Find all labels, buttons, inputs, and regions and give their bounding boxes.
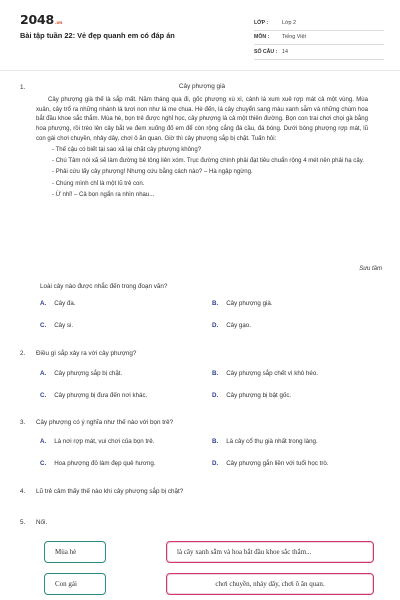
reading-passage [36,96,368,202]
option-letter: B. [212,438,219,445]
logo-suffix: .vn [55,21,63,26]
meta-row-subject [254,31,384,46]
option-text: Cây gạo. [226,322,251,329]
meta-value: Lớp 2 [282,19,297,26]
option-d[interactable] [212,460,329,467]
option-a[interactable] [40,370,122,377]
passage-paragraph: - Chúng mình chỉ là một lũ trẻ con. [52,180,145,187]
option-letter: B. [212,300,219,307]
passage-paragraph: Cây phượng già thế là sắp mất. Năm tháng qua đi, gốc phượng xù xì, cành lá xum xuê rợp mát cả một vùng. Mùa xuân, cây trổ ra những nhánh lá tươi non như lá me chua. Hè đến, lá cây chuyển sang màu xanh sẫm và những chùm hoa bắt đầu khoe sắc thắm. Mùa hè, bọn trẻ được nghỉ học, cây phượng là cả một thiên đường. Bọn con trai chơi chọi gà bằng hoa phượng, rồi trèo lên cây bắt ve đem xuống đố em để còn rộng cắng đá cầu, đá bóng. Dưới bóng phượng rợp mát, lũ con gái chơi chuyền, nhảy dây, chơi ô ăn quan. Giờ thì cây phượng sắp bị chặt. Tuấn hỏi: [36,97,368,142]
option-text: Cây phượng gắn liền với tuổi học trò. [226,460,329,467]
option-b[interactable] [212,300,273,307]
question-text: Điều gì sắp xảy ra với cây phượng? [36,350,137,357]
option-text: Hoa phượng đỏ làm đẹp quê hương. [54,460,156,467]
meta-key: SỐ CÂU : [254,48,278,55]
option-text: Cây đa. [54,300,76,307]
question-text: Cây phượng có ý nghĩa như thế nào với bọn trẻ? [36,419,174,426]
option-text: Cây phượng bị bật gốc. [226,392,292,399]
meta-value: 14 [282,48,288,55]
passage-source: Sưu tầm [359,266,382,272]
meta-row-class [254,16,384,31]
question-text: Nối. [36,519,48,526]
option-c[interactable] [40,322,73,329]
option-letter: C. [40,322,47,329]
passage-paragraph: - Thế cậu có biết tại sao xã lại chặt cây phượng không? [52,146,202,153]
site-logo[interactable] [20,12,62,27]
passage-paragraph: - Ừ nhỉ! – Cả bọn ngẩn ra nhìn nhau... [52,192,155,199]
passage-paragraph: - Phải cứu lấy cây phượng! Nhưng cứu bằng cách nào? – Hà ngập ngừng. [52,169,253,176]
option-letter: D. [212,460,219,467]
passage-title: Cây phượng già [178,83,226,90]
option-letter: A. [40,370,47,377]
match-right-item[interactable]: chơi chuyền, nhảy dây, chơi ô ăn quan. [166,573,374,595]
option-c[interactable] [40,460,156,467]
question-number: 5. [20,519,26,526]
option-b[interactable] [212,438,318,445]
option-a[interactable] [40,300,76,307]
option-letter: C. [40,392,47,399]
option-a[interactable] [40,438,154,445]
option-c[interactable] [40,392,147,399]
header-divider [0,70,400,71]
question-number: 4. [20,488,26,495]
worksheet-meta [254,16,384,60]
meta-row-count [254,45,384,60]
match-left-item[interactable]: Mùa hè [44,541,106,563]
option-letter: B. [212,370,219,377]
meta-value: Tiếng Việt [282,34,306,41]
question-number: 3. [20,419,26,426]
option-letter: D. [212,322,219,329]
question-1-text: Loài cây nào được nhắc đến trong đoạn văn? [40,283,168,290]
question-text: Lũ trẻ cảm thấy thế nào khi cây phượng sắp bị chặt? [36,488,184,495]
option-d[interactable] [212,392,291,399]
option-letter: A. [40,300,47,307]
meta-key: MÔN : [254,34,270,41]
option-b[interactable] [212,370,318,377]
question-number: 2. [20,350,26,357]
option-text: Cây si. [54,322,74,329]
option-text: Là cây cổ thụ già nhất trong làng. [226,438,318,445]
option-text: Cây phượng sắp chết vì khô héo. [226,370,318,377]
meta-key: LỚP : [254,19,269,26]
option-letter: A. [40,438,47,445]
passage-paragraph: - Chú Tâm nói xã sẽ làm đường bê tông liên xóm. Trục đường chính phải đạt tiêu chuẩn rộng 4 mét nên phải hạ cây. [52,158,364,165]
worksheet-title: Bài tập tuần 22: Vẻ đẹp quanh em có đáp án [20,31,175,40]
option-text: Cây phượng già. [226,300,273,307]
worksheet-header [0,0,400,74]
option-text: Là nơi rợp mát, vui chơi của bọn trẻ. [54,438,155,445]
option-text: Cây phượng sắp bị chặt. [54,370,123,377]
question-number: 1. [20,84,26,91]
match-left-item[interactable]: Con gái [44,573,106,595]
match-right-item[interactable]: là cây xanh sẫm và hoa bắt đầu khoe sắc thắm... [166,541,374,563]
option-text: Cây phượng bị đưa đến nơi khác. [54,392,148,399]
option-letter: D. [212,392,219,399]
option-d[interactable] [212,322,251,329]
option-letter: C. [40,460,47,467]
logo-text: 2048 [20,12,54,27]
